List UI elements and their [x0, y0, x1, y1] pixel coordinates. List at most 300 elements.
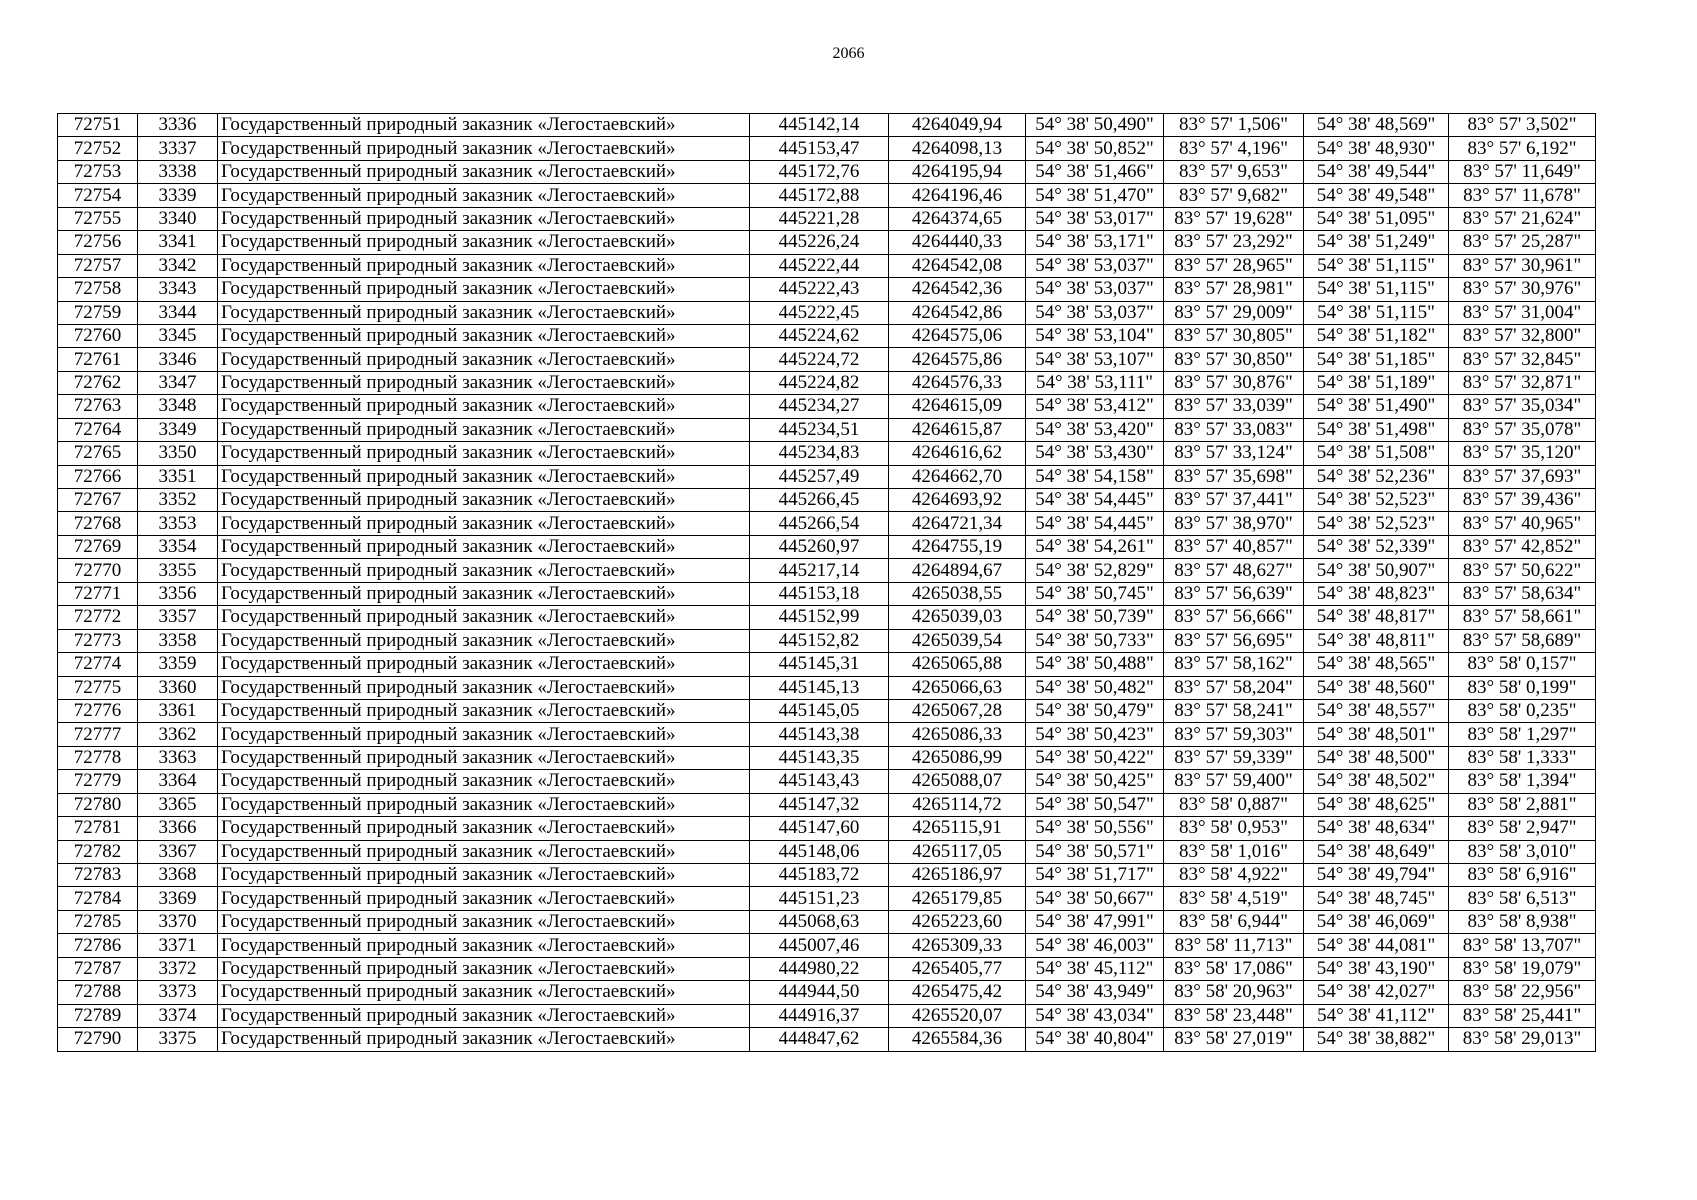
table-row	[58, 981, 1596, 1004]
y-coordinate-cell: 4265520,07	[889, 1004, 1026, 1027]
territory-name-cell: Государственный природный заказник «Легостаевский»	[218, 395, 750, 418]
point-number-cell: 3367	[138, 840, 218, 863]
table-row	[58, 887, 1596, 910]
x-coordinate-cell: 445222,43	[750, 278, 889, 301]
row-id-cell: 72771	[58, 582, 138, 605]
longitude-cell: 83° 58' 1,016"	[1164, 840, 1304, 863]
latitude-cell: 54° 38' 45,112"	[1026, 957, 1164, 980]
longitude-cell: 83° 57' 33,083"	[1164, 418, 1304, 441]
territory-name-cell: Государственный природный заказник «Легостаевский»	[218, 957, 750, 980]
latitude-alt-cell: 54° 38' 51,115"	[1304, 254, 1449, 277]
row-id-cell: 72779	[58, 770, 138, 793]
latitude-alt-cell: 54° 38' 48,500"	[1304, 746, 1449, 769]
y-coordinate-cell: 4264542,86	[889, 301, 1026, 324]
longitude-cell: 83° 57' 23,292"	[1164, 231, 1304, 254]
longitude-alt-cell: 83° 58' 0,157"	[1449, 653, 1596, 676]
territory-name-cell: Государственный природный заказник «Легостаевский»	[218, 746, 750, 769]
latitude-alt-cell: 54° 38' 41,112"	[1304, 1004, 1449, 1027]
latitude-alt-cell: 54° 38' 52,339"	[1304, 535, 1449, 558]
longitude-alt-cell: 83° 58' 3,010"	[1449, 840, 1596, 863]
x-coordinate-cell: 445222,44	[750, 254, 889, 277]
x-coordinate-cell: 445151,23	[750, 887, 889, 910]
table-row	[58, 934, 1596, 957]
y-coordinate-cell: 4264575,86	[889, 348, 1026, 371]
page-number: 2066	[832, 45, 865, 62]
row-id-cell: 72781	[58, 817, 138, 840]
x-coordinate-cell: 445224,62	[750, 324, 889, 347]
table-row	[58, 348, 1596, 371]
latitude-alt-cell: 54° 38' 48,569"	[1304, 114, 1449, 137]
table-row	[58, 1004, 1596, 1027]
y-coordinate-cell: 4264576,33	[889, 371, 1026, 394]
longitude-alt-cell: 83° 58' 29,013"	[1449, 1028, 1596, 1051]
row-id-cell: 72754	[58, 184, 138, 207]
table-row	[58, 910, 1596, 933]
longitude-alt-cell: 83° 57' 50,622"	[1449, 559, 1596, 582]
longitude-cell: 83° 58' 6,944"	[1164, 910, 1304, 933]
territory-name-cell: Государственный природный заказник «Легостаевский»	[218, 582, 750, 605]
territory-name-cell: Государственный природный заказник «Легостаевский»	[218, 817, 750, 840]
table-row	[58, 278, 1596, 301]
longitude-cell: 83° 57' 29,009"	[1164, 301, 1304, 324]
point-number-cell: 3360	[138, 676, 218, 699]
latitude-alt-cell: 54° 38' 51,185"	[1304, 348, 1449, 371]
row-id-cell: 72780	[58, 793, 138, 816]
x-coordinate-cell: 444916,37	[750, 1004, 889, 1027]
y-coordinate-cell: 4265117,05	[889, 840, 1026, 863]
row-id-cell: 72783	[58, 864, 138, 887]
territory-name-cell: Государственный природный заказник «Легостаевский»	[218, 254, 750, 277]
table-row	[58, 699, 1596, 722]
longitude-cell: 83° 57' 35,698"	[1164, 465, 1304, 488]
y-coordinate-cell: 4265067,28	[889, 699, 1026, 722]
x-coordinate-cell: 445145,13	[750, 676, 889, 699]
y-coordinate-cell: 4264196,46	[889, 184, 1026, 207]
point-number-cell: 3369	[138, 887, 218, 910]
latitude-cell: 54° 38' 43,034"	[1026, 1004, 1164, 1027]
longitude-alt-cell: 83° 58' 0,235"	[1449, 699, 1596, 722]
y-coordinate-cell: 4265066,63	[889, 676, 1026, 699]
y-coordinate-cell: 4264615,09	[889, 395, 1026, 418]
territory-name-cell: Государственный природный заказник «Легостаевский»	[218, 207, 750, 230]
longitude-cell: 83° 58' 20,963"	[1164, 981, 1304, 1004]
x-coordinate-cell: 445153,47	[750, 137, 889, 160]
longitude-alt-cell: 83° 57' 42,852"	[1449, 535, 1596, 558]
row-id-cell: 72769	[58, 535, 138, 558]
territory-name-cell: Государственный природный заказник «Легостаевский»	[218, 137, 750, 160]
point-number-cell: 3351	[138, 465, 218, 488]
latitude-alt-cell: 54° 38' 51,249"	[1304, 231, 1449, 254]
y-coordinate-cell: 4265186,97	[889, 864, 1026, 887]
x-coordinate-cell: 445221,28	[750, 207, 889, 230]
latitude-cell: 54° 38' 50,739"	[1026, 606, 1164, 629]
latitude-cell: 54° 38' 47,991"	[1026, 910, 1164, 933]
longitude-cell: 83° 57' 30,805"	[1164, 324, 1304, 347]
longitude-alt-cell: 83° 57' 40,965"	[1449, 512, 1596, 535]
latitude-cell: 54° 38' 53,037"	[1026, 301, 1164, 324]
latitude-cell: 54° 38' 54,158"	[1026, 465, 1164, 488]
longitude-alt-cell: 83° 58' 6,513"	[1449, 887, 1596, 910]
longitude-cell: 83° 58' 0,887"	[1164, 793, 1304, 816]
territory-name-cell: Государственный природный заказник «Легостаевский»	[218, 371, 750, 394]
x-coordinate-cell: 445143,38	[750, 723, 889, 746]
longitude-cell: 83° 57' 37,441"	[1164, 489, 1304, 512]
point-number-cell: 3357	[138, 606, 218, 629]
latitude-alt-cell: 54° 38' 48,565"	[1304, 653, 1449, 676]
row-id-cell: 72772	[58, 606, 138, 629]
territory-name-cell: Государственный природный заказник «Легостаевский»	[218, 793, 750, 816]
table-row	[58, 793, 1596, 816]
point-number-cell: 3375	[138, 1028, 218, 1051]
latitude-cell: 54° 38' 53,111"	[1026, 371, 1164, 394]
longitude-alt-cell: 83° 58' 1,333"	[1449, 746, 1596, 769]
row-id-cell: 72785	[58, 910, 138, 933]
territory-name-cell: Государственный природный заказник «Легостаевский»	[218, 489, 750, 512]
latitude-alt-cell: 54° 38' 38,882"	[1304, 1028, 1449, 1051]
table-row	[58, 512, 1596, 535]
row-id-cell: 72766	[58, 465, 138, 488]
row-id-cell: 72776	[58, 699, 138, 722]
latitude-cell: 54° 38' 50,556"	[1026, 817, 1164, 840]
row-id-cell: 72774	[58, 653, 138, 676]
latitude-cell: 54° 38' 46,003"	[1026, 934, 1164, 957]
x-coordinate-cell: 445147,32	[750, 793, 889, 816]
row-id-cell: 72757	[58, 254, 138, 277]
longitude-alt-cell: 83° 58' 19,079"	[1449, 957, 1596, 980]
y-coordinate-cell: 4265115,91	[889, 817, 1026, 840]
longitude-alt-cell: 83° 57' 32,800"	[1449, 324, 1596, 347]
x-coordinate-cell: 445234,51	[750, 418, 889, 441]
longitude-alt-cell: 83° 57' 32,845"	[1449, 348, 1596, 371]
longitude-alt-cell: 83° 57' 25,287"	[1449, 231, 1596, 254]
y-coordinate-cell: 4265086,33	[889, 723, 1026, 746]
y-coordinate-cell: 4264575,06	[889, 324, 1026, 347]
point-number-cell: 3339	[138, 184, 218, 207]
latitude-cell: 54° 38' 53,412"	[1026, 395, 1164, 418]
latitude-cell: 54° 38' 43,949"	[1026, 981, 1164, 1004]
latitude-cell: 54° 38' 54,445"	[1026, 512, 1164, 535]
y-coordinate-cell: 4265086,99	[889, 746, 1026, 769]
longitude-cell: 83° 57' 58,241"	[1164, 699, 1304, 722]
row-id-cell: 72790	[58, 1028, 138, 1051]
point-number-cell: 3353	[138, 512, 218, 535]
x-coordinate-cell: 445257,49	[750, 465, 889, 488]
y-coordinate-cell: 4264098,13	[889, 137, 1026, 160]
longitude-alt-cell: 83° 57' 3,502"	[1449, 114, 1596, 137]
longitude-cell: 83° 57' 33,124"	[1164, 442, 1304, 465]
latitude-alt-cell: 54° 38' 48,817"	[1304, 606, 1449, 629]
latitude-cell: 54° 38' 51,466"	[1026, 160, 1164, 183]
latitude-alt-cell: 54° 38' 51,095"	[1304, 207, 1449, 230]
point-number-cell: 3341	[138, 231, 218, 254]
point-number-cell: 3337	[138, 137, 218, 160]
latitude-alt-cell: 54° 38' 42,027"	[1304, 981, 1449, 1004]
latitude-cell: 54° 38' 51,470"	[1026, 184, 1164, 207]
point-number-cell: 3338	[138, 160, 218, 183]
territory-name-cell: Государственный природный заказник «Легостаевский»	[218, 723, 750, 746]
latitude-cell: 54° 38' 50,488"	[1026, 653, 1164, 676]
latitude-cell: 54° 38' 50,571"	[1026, 840, 1164, 863]
latitude-alt-cell: 54° 38' 49,548"	[1304, 184, 1449, 207]
latitude-alt-cell: 54° 38' 48,745"	[1304, 887, 1449, 910]
longitude-cell: 83° 57' 38,970"	[1164, 512, 1304, 535]
table-row	[58, 160, 1596, 183]
latitude-cell: 54° 38' 50,547"	[1026, 793, 1164, 816]
latitude-cell: 54° 38' 50,667"	[1026, 887, 1164, 910]
point-number-cell: 3356	[138, 582, 218, 605]
x-coordinate-cell: 444980,22	[750, 957, 889, 980]
point-number-cell: 3348	[138, 395, 218, 418]
point-number-cell: 3336	[138, 114, 218, 137]
longitude-alt-cell: 83° 57' 6,192"	[1449, 137, 1596, 160]
longitude-alt-cell: 83° 58' 2,881"	[1449, 793, 1596, 816]
y-coordinate-cell: 4265179,85	[889, 887, 1026, 910]
latitude-cell: 54° 38' 50,479"	[1026, 699, 1164, 722]
x-coordinate-cell: 445217,14	[750, 559, 889, 582]
table-row	[58, 465, 1596, 488]
row-id-cell: 72788	[58, 981, 138, 1004]
latitude-alt-cell: 54° 38' 49,544"	[1304, 160, 1449, 183]
latitude-cell: 54° 38' 50,852"	[1026, 137, 1164, 160]
point-number-cell: 3364	[138, 770, 218, 793]
x-coordinate-cell: 444847,62	[750, 1028, 889, 1051]
row-id-cell: 72767	[58, 489, 138, 512]
point-number-cell: 3365	[138, 793, 218, 816]
row-id-cell: 72789	[58, 1004, 138, 1027]
territory-name-cell: Государственный природный заказник «Легостаевский»	[218, 559, 750, 582]
x-coordinate-cell: 444944,50	[750, 981, 889, 1004]
y-coordinate-cell: 4264894,67	[889, 559, 1026, 582]
territory-name-cell: Государственный природный заказник «Легостаевский»	[218, 114, 750, 137]
longitude-alt-cell: 83° 57' 32,871"	[1449, 371, 1596, 394]
table-row	[58, 207, 1596, 230]
territory-name-cell: Государственный природный заказник «Легостаевский»	[218, 442, 750, 465]
territory-name-cell: Государственный природный заказник «Легостаевский»	[218, 301, 750, 324]
point-number-cell: 3355	[138, 559, 218, 582]
row-id-cell: 72768	[58, 512, 138, 535]
longitude-cell: 83° 57' 59,400"	[1164, 770, 1304, 793]
longitude-alt-cell: 83° 58' 8,938"	[1449, 910, 1596, 933]
longitude-cell: 83° 58' 17,086"	[1164, 957, 1304, 980]
latitude-cell: 54° 38' 50,745"	[1026, 582, 1164, 605]
territory-name-cell: Государственный природный заказник «Легостаевский»	[218, 1028, 750, 1051]
coordinates-table	[57, 113, 1596, 1052]
latitude-alt-cell: 54° 38' 48,649"	[1304, 840, 1449, 863]
point-number-cell: 3346	[138, 348, 218, 371]
table-row	[58, 1028, 1596, 1051]
longitude-cell: 83° 57' 40,857"	[1164, 535, 1304, 558]
row-id-cell: 72778	[58, 746, 138, 769]
latitude-alt-cell: 54° 38' 51,508"	[1304, 442, 1449, 465]
longitude-alt-cell: 83° 58' 13,707"	[1449, 934, 1596, 957]
longitude-cell: 83° 57' 4,196"	[1164, 137, 1304, 160]
point-number-cell: 3374	[138, 1004, 218, 1027]
longitude-alt-cell: 83° 57' 58,634"	[1449, 582, 1596, 605]
row-id-cell: 72770	[58, 559, 138, 582]
row-id-cell: 72759	[58, 301, 138, 324]
longitude-cell: 83° 57' 58,162"	[1164, 653, 1304, 676]
point-number-cell: 3359	[138, 653, 218, 676]
x-coordinate-cell: 445224,82	[750, 371, 889, 394]
territory-name-cell: Государственный природный заказник «Легостаевский»	[218, 699, 750, 722]
point-number-cell: 3350	[138, 442, 218, 465]
longitude-alt-cell: 83° 58' 25,441"	[1449, 1004, 1596, 1027]
row-id-cell: 72761	[58, 348, 138, 371]
x-coordinate-cell: 445222,45	[750, 301, 889, 324]
longitude-alt-cell: 83° 58' 6,916"	[1449, 864, 1596, 887]
territory-name-cell: Государственный природный заказник «Легостаевский»	[218, 418, 750, 441]
row-id-cell: 72753	[58, 160, 138, 183]
longitude-alt-cell: 83° 57' 35,120"	[1449, 442, 1596, 465]
latitude-cell: 54° 38' 54,445"	[1026, 489, 1164, 512]
y-coordinate-cell: 4265038,55	[889, 582, 1026, 605]
y-coordinate-cell: 4264049,94	[889, 114, 1026, 137]
latitude-alt-cell: 54° 38' 48,823"	[1304, 582, 1449, 605]
territory-name-cell: Государственный природный заказник «Легостаевский»	[218, 160, 750, 183]
point-number-cell: 3371	[138, 934, 218, 957]
y-coordinate-cell: 4264615,87	[889, 418, 1026, 441]
latitude-cell: 54° 38' 53,420"	[1026, 418, 1164, 441]
row-id-cell: 72787	[58, 957, 138, 980]
latitude-cell: 54° 38' 53,017"	[1026, 207, 1164, 230]
territory-name-cell: Государственный природный заказник «Легостаевский»	[218, 653, 750, 676]
latitude-alt-cell: 54° 38' 50,907"	[1304, 559, 1449, 582]
territory-name-cell: Государственный природный заказник «Легостаевский»	[218, 1004, 750, 1027]
latitude-cell: 54° 38' 53,107"	[1026, 348, 1164, 371]
y-coordinate-cell: 4265309,33	[889, 934, 1026, 957]
territory-name-cell: Государственный природный заказник «Легостаевский»	[218, 910, 750, 933]
table-row	[58, 137, 1596, 160]
longitude-alt-cell: 83° 57' 30,961"	[1449, 254, 1596, 277]
longitude-cell: 83° 57' 30,850"	[1164, 348, 1304, 371]
longitude-cell: 83° 58' 27,019"	[1164, 1028, 1304, 1051]
x-coordinate-cell: 445183,72	[750, 864, 889, 887]
longitude-alt-cell: 83° 57' 39,436"	[1449, 489, 1596, 512]
latitude-cell: 54° 38' 53,171"	[1026, 231, 1164, 254]
latitude-cell: 54° 38' 50,490"	[1026, 114, 1164, 137]
point-number-cell: 3361	[138, 699, 218, 722]
latitude-alt-cell: 54° 38' 48,557"	[1304, 699, 1449, 722]
territory-name-cell: Государственный природный заказник «Легостаевский»	[218, 278, 750, 301]
longitude-cell: 83° 57' 48,627"	[1164, 559, 1304, 582]
row-id-cell: 72763	[58, 395, 138, 418]
table-row	[58, 676, 1596, 699]
row-id-cell: 72758	[58, 278, 138, 301]
y-coordinate-cell: 4265475,42	[889, 981, 1026, 1004]
point-number-cell: 3344	[138, 301, 218, 324]
x-coordinate-cell: 445142,14	[750, 114, 889, 137]
territory-name-cell: Государственный природный заказник «Легостаевский»	[218, 981, 750, 1004]
table-body	[58, 114, 1596, 1052]
row-id-cell: 72762	[58, 371, 138, 394]
table-row	[58, 184, 1596, 207]
longitude-alt-cell: 83° 57' 30,976"	[1449, 278, 1596, 301]
territory-name-cell: Государственный природный заказник «Легостаевский»	[218, 231, 750, 254]
point-number-cell: 3347	[138, 371, 218, 394]
longitude-alt-cell: 83° 58' 22,956"	[1449, 981, 1596, 1004]
x-coordinate-cell: 445266,45	[750, 489, 889, 512]
longitude-alt-cell: 83° 57' 31,004"	[1449, 301, 1596, 324]
territory-name-cell: Государственный природный заказник «Легостаевский»	[218, 184, 750, 207]
y-coordinate-cell: 4264542,08	[889, 254, 1026, 277]
latitude-cell: 54° 38' 53,104"	[1026, 324, 1164, 347]
latitude-cell: 54° 38' 53,037"	[1026, 254, 1164, 277]
y-coordinate-cell: 4264616,62	[889, 442, 1026, 465]
longitude-cell: 83° 57' 58,204"	[1164, 676, 1304, 699]
territory-name-cell: Государственный природный заказник «Легостаевский»	[218, 934, 750, 957]
territory-name-cell: Государственный природный заказник «Легостаевский»	[218, 535, 750, 558]
latitude-alt-cell: 54° 38' 48,560"	[1304, 676, 1449, 699]
x-coordinate-cell: 445234,83	[750, 442, 889, 465]
latitude-alt-cell: 54° 38' 44,081"	[1304, 934, 1449, 957]
latitude-cell: 54° 38' 50,733"	[1026, 629, 1164, 652]
longitude-cell: 83° 57' 33,039"	[1164, 395, 1304, 418]
latitude-cell: 54° 38' 50,482"	[1026, 676, 1164, 699]
latitude-alt-cell: 54° 38' 48,625"	[1304, 793, 1449, 816]
longitude-cell: 83° 57' 19,628"	[1164, 207, 1304, 230]
table-row	[58, 606, 1596, 629]
table-row	[58, 254, 1596, 277]
longitude-cell: 83° 57' 28,981"	[1164, 278, 1304, 301]
y-coordinate-cell: 4264755,19	[889, 535, 1026, 558]
x-coordinate-cell: 445234,27	[750, 395, 889, 418]
x-coordinate-cell: 445145,31	[750, 653, 889, 676]
point-number-cell: 3358	[138, 629, 218, 652]
x-coordinate-cell: 445145,05	[750, 699, 889, 722]
point-number-cell: 3372	[138, 957, 218, 980]
latitude-cell: 54° 38' 53,430"	[1026, 442, 1164, 465]
latitude-alt-cell: 54° 38' 48,634"	[1304, 817, 1449, 840]
x-coordinate-cell: 445143,43	[750, 770, 889, 793]
row-id-cell: 72755	[58, 207, 138, 230]
row-id-cell: 72777	[58, 723, 138, 746]
longitude-alt-cell: 83° 58' 2,947"	[1449, 817, 1596, 840]
latitude-alt-cell: 54° 38' 51,115"	[1304, 278, 1449, 301]
latitude-alt-cell: 54° 38' 43,190"	[1304, 957, 1449, 980]
table-row	[58, 535, 1596, 558]
latitude-cell: 54° 38' 54,261"	[1026, 535, 1164, 558]
point-number-cell: 3342	[138, 254, 218, 277]
row-id-cell: 72775	[58, 676, 138, 699]
point-number-cell: 3373	[138, 981, 218, 1004]
table-row	[58, 723, 1596, 746]
table-row	[58, 371, 1596, 394]
table-row	[58, 395, 1596, 418]
latitude-alt-cell: 54° 38' 51,115"	[1304, 301, 1449, 324]
x-coordinate-cell: 445068,63	[750, 910, 889, 933]
latitude-alt-cell: 54° 38' 48,502"	[1304, 770, 1449, 793]
x-coordinate-cell: 445172,76	[750, 160, 889, 183]
territory-name-cell: Государственный природный заказник «Легостаевский»	[218, 864, 750, 887]
latitude-alt-cell: 54° 38' 51,498"	[1304, 418, 1449, 441]
y-coordinate-cell: 4265088,07	[889, 770, 1026, 793]
point-number-cell: 3366	[138, 817, 218, 840]
longitude-cell: 83° 57' 59,339"	[1164, 746, 1304, 769]
latitude-alt-cell: 54° 38' 48,811"	[1304, 629, 1449, 652]
territory-name-cell: Государственный природный заказник «Легостаевский»	[218, 465, 750, 488]
point-number-cell: 3349	[138, 418, 218, 441]
point-number-cell: 3340	[138, 207, 218, 230]
territory-name-cell: Государственный природный заказник «Легостаевский»	[218, 512, 750, 535]
table-row	[58, 840, 1596, 863]
x-coordinate-cell: 445153,18	[750, 582, 889, 605]
longitude-cell: 83° 58' 11,713"	[1164, 934, 1304, 957]
x-coordinate-cell: 445152,82	[750, 629, 889, 652]
table-row	[58, 770, 1596, 793]
territory-name-cell: Государственный природный заказник «Легостаевский»	[218, 887, 750, 910]
x-coordinate-cell: 445148,06	[750, 840, 889, 863]
table-row	[58, 418, 1596, 441]
